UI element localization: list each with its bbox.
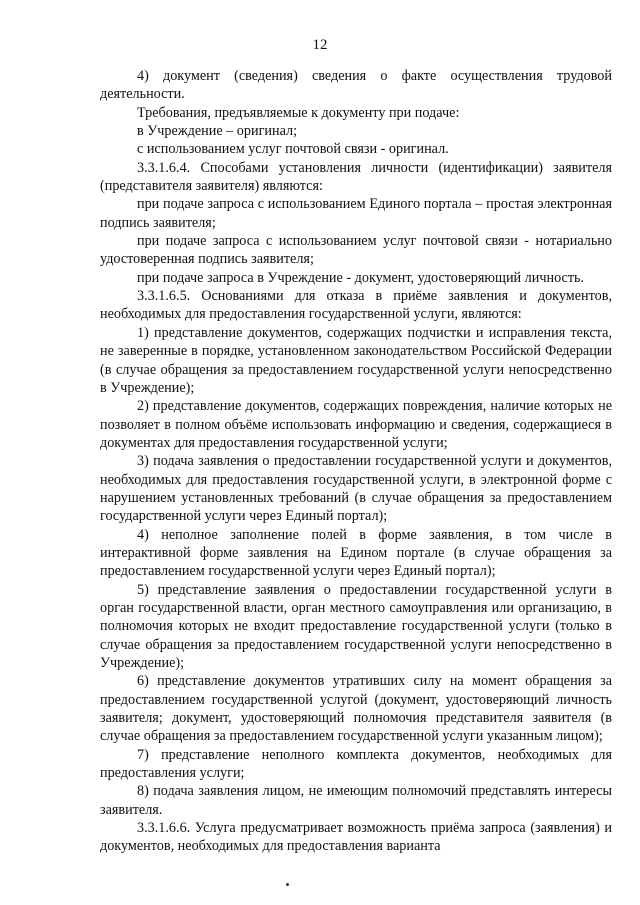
paragraph-refusal-7: 7) представление неполного комплекта документов, необходимых для предоставления услуги; [100,746,612,782]
page-number: 12 [312,37,328,53]
paragraph-3-3-1-6-6: 3.3.1.6.6. Услуга предусматривает возможность приёма запроса (заявления) и документов, необходимых для предоставления варианта [100,820,612,855]
document-body [100,67,612,856]
paragraph-requirements: Требования, предъявляемые к документу при подаче: [137,104,460,121]
paragraph-refusal-3: 3) подача заявления о предоставлении государственной услуги и документов, необходимых для предоставления государственной услуги, в электронной форме с нарушением установленных требований (в случае обращения за предоставлением государственной услуги через Единый портал); [100,453,612,525]
paragraph-3-3-1-6-5: 3.3.1.6.5. Основаниями для отказа в приёме заявления и документов, необходимых для предоставления государственной услуги, являются: [100,288,612,323]
paragraph-institution-id: при подаче запроса в Учреждение - документ, удостоверяющий личность. [137,269,585,286]
paragraph-refusal-4: 4) неполное заполнение полей в форме заявления, в том числе в интерактивной форме заявления на Едином портале (в случае обращения за предоставлением государственной услуги через Единый портал); [100,526,612,580]
paragraph-refusal-5: 5) представление заявления о предоставлении государственной услуги в орган государственной власти, орган местного самоуправления или организацию, в полномочия которых не входит предоставление государственной услуги (только в случае обращения за предоставлением государственной услуги непосредственно в Учреждение); [100,581,612,671]
paragraph-refusal-6: 6) представление документов утративших силу на момент обращения за предоставлением государственной услугой (документ, удостоверяющий личность заявителя; документ, удостоверяющий полномочия представителя заявителя (в случае обращения за предоставлением государственной услуги указанным лицом); [100,673,612,745]
paragraph-item-4-document: 4) документ (сведения) сведения о факте осуществления трудовой деятельности. [100,68,612,103]
scan-speck [286,883,289,886]
paragraph-institution-original: в Учреждение – оригинал; [137,123,298,140]
paragraph-refusal-2: 2) представление документов, содержащих повреждения, наличие которых не позволяет в полном объёме использовать информацию и сведения, содержащиеся в документах для предоставления государственной услуги; [100,398,612,451]
paragraph-portal-signature: при подаче запроса с использованием Единого портала – простая электронная подпись заявителя; [100,196,612,231]
paragraph-refusal-8: 8) подача заявления лицом, не имеющим полномочий представлять интересы заявителя. [100,783,612,818]
paragraph-3-3-1-6-4: 3.3.1.6.4. Способами установления личности (идентификации) заявителя (представителя заявителя) являются: [100,159,612,195]
paragraph-refusal-1: 1) представление документов, содержащих подчистки и исправления текста, не заверенные в порядке, установленном законодательством Российской Федерации (в случае обращения за предоставлением государственной услуги непосредственно в Учреждение); [100,324,612,396]
paragraph-postal-signature: при подаче запроса с использованием услуг почтовой связи - нотариально удостоверенная подпись заявителя; [100,233,612,268]
paragraph-postal-original: с использованием услуг почтовой связи - оригинал. [137,141,449,158]
